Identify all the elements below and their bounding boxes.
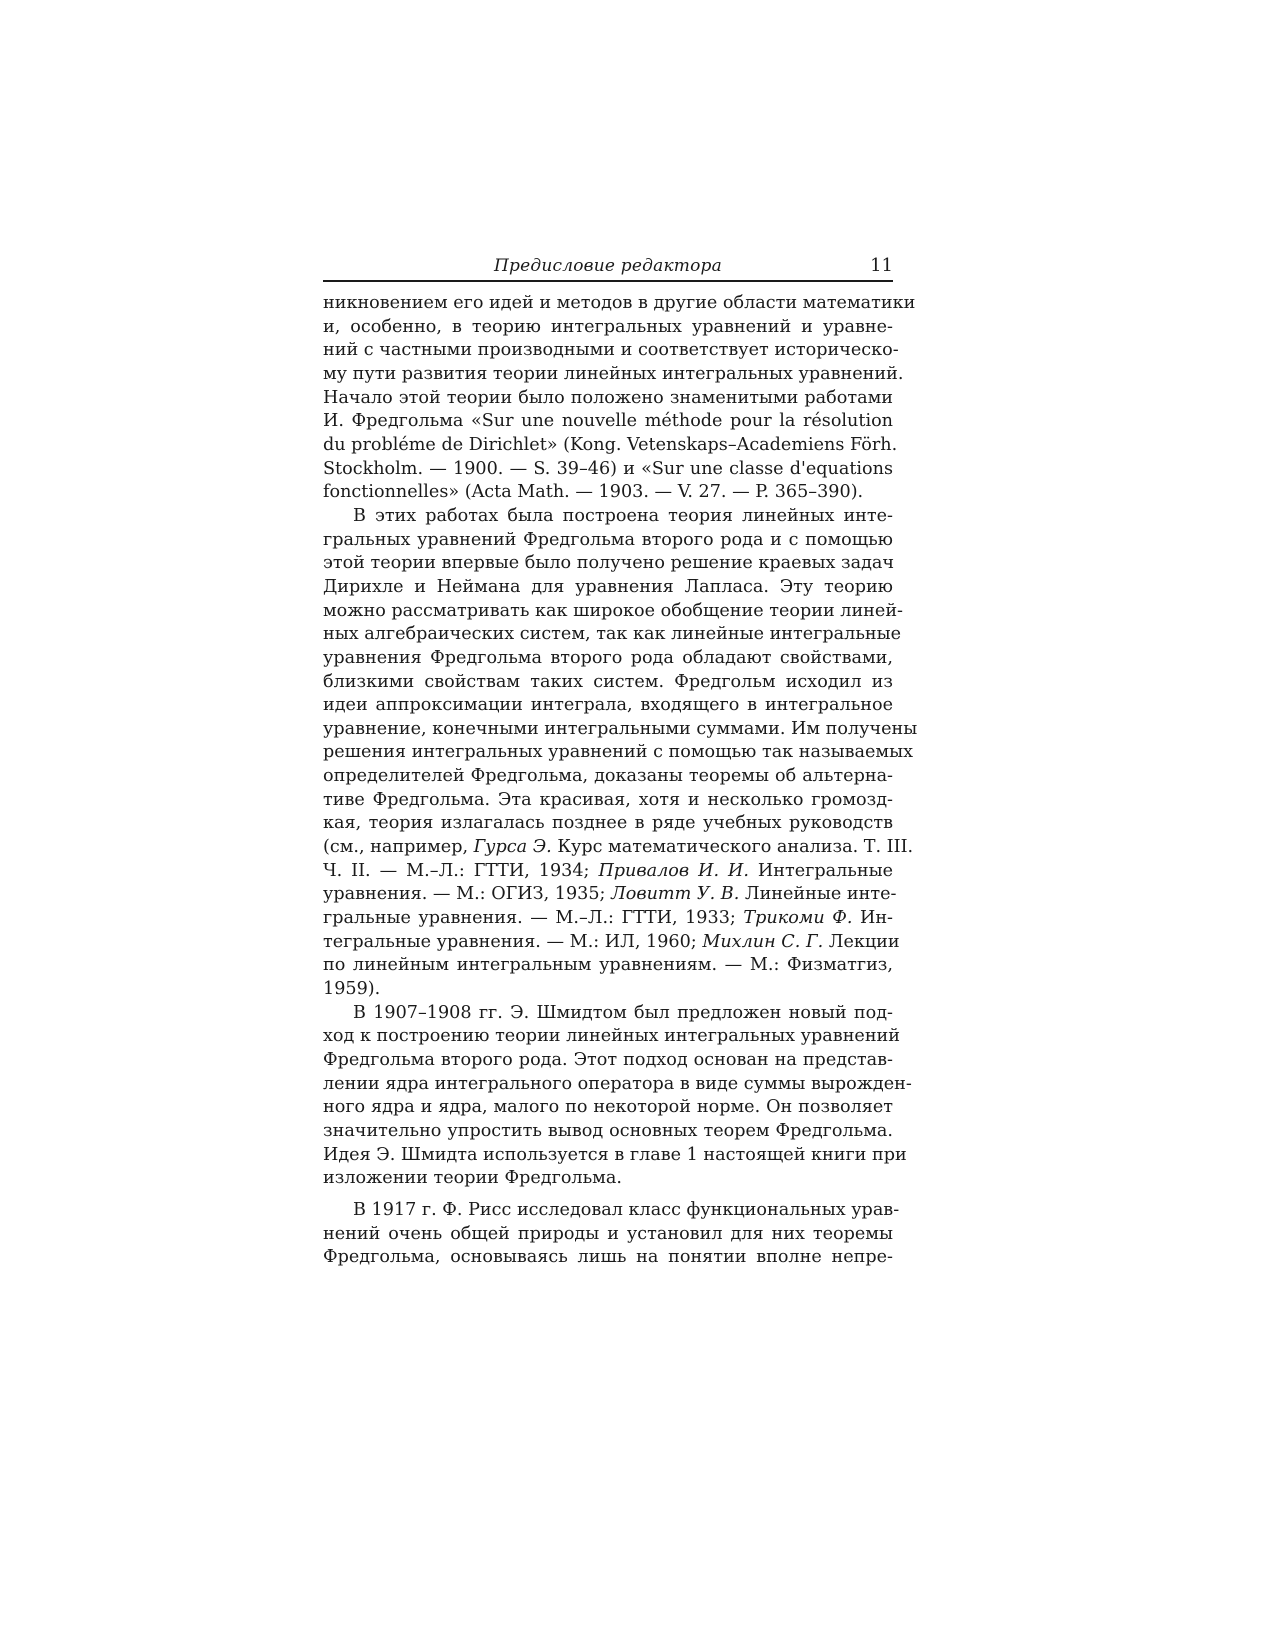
text-line: близкими свойствам таких систем. Фредгольм исходил из — [323, 671, 893, 692]
text-line: Stockholm. — 1900. — S. 39–46) и «Sur une classe d'equations — [323, 458, 893, 479]
text-run: Лекции — [823, 931, 900, 952]
author-name: Привалов И. И. — [598, 860, 749, 881]
text-line: В 1907–1908 гг. Э. Шмидтом был предложен новый под- — [353, 1002, 893, 1023]
body-text — [323, 292, 918, 1270]
text-line: изложении теории Фредгольма. — [323, 1168, 622, 1189]
text-line: fonctionnelles» (Acta Math. — 1903. — V. 27. — P. 365–390). — [323, 482, 864, 503]
author-name: Гурса Э. — [473, 837, 552, 858]
text-line: ход к построению теории линейных интегральных уравнений — [323, 1026, 901, 1047]
author-name: Трикоми Ф. — [743, 908, 853, 929]
text-line: му пути развития теории линейных интегральных уравнений. — [323, 363, 904, 384]
text-line: никновением его идей и методов в другие области математики — [323, 293, 916, 313]
running-title: Предисловие редактора — [494, 256, 722, 276]
text-line: и, особенно, в теорию интегральных уравнений и уравне- — [323, 316, 893, 337]
paragraph-gap — [323, 1191, 893, 1199]
text-line-citation — [323, 860, 893, 884]
text-line: кая, теория излагалась позднее в ряде учебных руководств — [323, 813, 893, 834]
text-line: уравнения Фредгольма второго рода обладают свойствами, — [323, 647, 893, 668]
text-line-citation — [323, 931, 900, 955]
running-head — [323, 254, 893, 282]
text-line: du probléme de Dirichlet» (Kong. Vetenskaps–Academiens Förh. — [323, 434, 898, 455]
text-line: И. Фредгольма «Sur une nouvelle méthode pour la résolution — [323, 411, 893, 432]
text-line: можно рассматривать как широкое обобщение теории линей- — [323, 600, 903, 621]
text-line: идеи аппроксимации интеграла, входящего в интегральное — [323, 695, 893, 716]
text-run: Ч. II. — М.–Л.: ГТТИ, 1934; — [323, 860, 599, 881]
text-run: Курс математического анализа. Т. III. — [551, 837, 914, 858]
text-run: уравнения. — М.: ОГИЗ, 1935; — [323, 884, 612, 905]
text-line: решения интегральных уравнений с помощью так называемых — [323, 742, 914, 763]
text-run: Линейные инте- — [739, 884, 897, 905]
paragraph-2 — [323, 505, 918, 1002]
text-line: уравнение, конечными интегральными суммами. Им получены — [323, 718, 918, 739]
text-line: гральных уравнений Фредгольма второго рода и с помощью — [323, 529, 893, 550]
text-line-citation — [323, 907, 893, 931]
text-line: определителей Фредгольма, доказаны теоремы об альтерна- — [323, 766, 893, 787]
book-page — [323, 254, 918, 1270]
text-line: Дирихле и Неймана для уравнения Лапласа. Эту теорию — [323, 576, 893, 597]
paragraph-1 — [323, 292, 916, 505]
text-line-citation — [323, 883, 897, 907]
text-line: Фредгольма второго рода. Этот подход основан на представ- — [323, 1050, 893, 1070]
text-run: Ин- — [852, 908, 894, 929]
text-line: ний с частными производными и соответствует историческо- — [323, 340, 899, 361]
text-line: этой теории впервые было получено решение краевых задач — [323, 553, 895, 574]
text-line: нений очень общей природы и установил для них теоремы — [323, 1223, 893, 1244]
text-line: В 1917 г. Ф. Рисс исследовал класс функциональных урав- — [353, 1199, 900, 1220]
text-line: Начало этой теории было положено знаменитыми работами — [323, 387, 893, 408]
text-line: значительно упростить вывод основных теорем Фредгольма. — [323, 1120, 893, 1141]
text-run: гральные уравнения. — М.–Л.: ГТТИ, 1933; — [323, 908, 744, 929]
text-line: лении ядра интегрального оператора в виде суммы вырожден- — [323, 1073, 912, 1094]
text-run: тегральные уравнения. — М.: ИЛ, 1960; — [323, 931, 703, 952]
text-run: (см., например, — [323, 837, 474, 858]
text-line: Идея Э. Шмидта используется в главе 1 настоящей книги при — [323, 1144, 907, 1165]
text-line-citation — [323, 836, 914, 860]
text-line: В этих работах была построена теория линейных инте- — [353, 505, 893, 526]
author-name: Ловитт У. В. — [611, 884, 740, 905]
text-line: по линейным интегральным уравнениям. — М.: Физматгиз, — [323, 955, 893, 976]
text-line: тиве Фредгольма. Эта красивая, хотя и несколько громозд- — [323, 789, 893, 810]
paragraph-3 — [323, 1002, 912, 1191]
paragraph-4 — [323, 1199, 900, 1270]
author-name: Михлин С. Г. — [702, 931, 824, 952]
text-line: 1959). — [323, 979, 381, 1000]
text-line: Фредгольма, основываясь лишь на понятии вполне непре- — [323, 1247, 893, 1268]
page-number: 11 — [870, 255, 893, 276]
text-line: ных алгебраических систем, так как линейные интегральные — [323, 624, 902, 645]
text-line: ного ядра и ядра, малого по некоторой норме. Он позволяет — [323, 1097, 893, 1118]
text-run: Интегральные — [748, 860, 893, 881]
